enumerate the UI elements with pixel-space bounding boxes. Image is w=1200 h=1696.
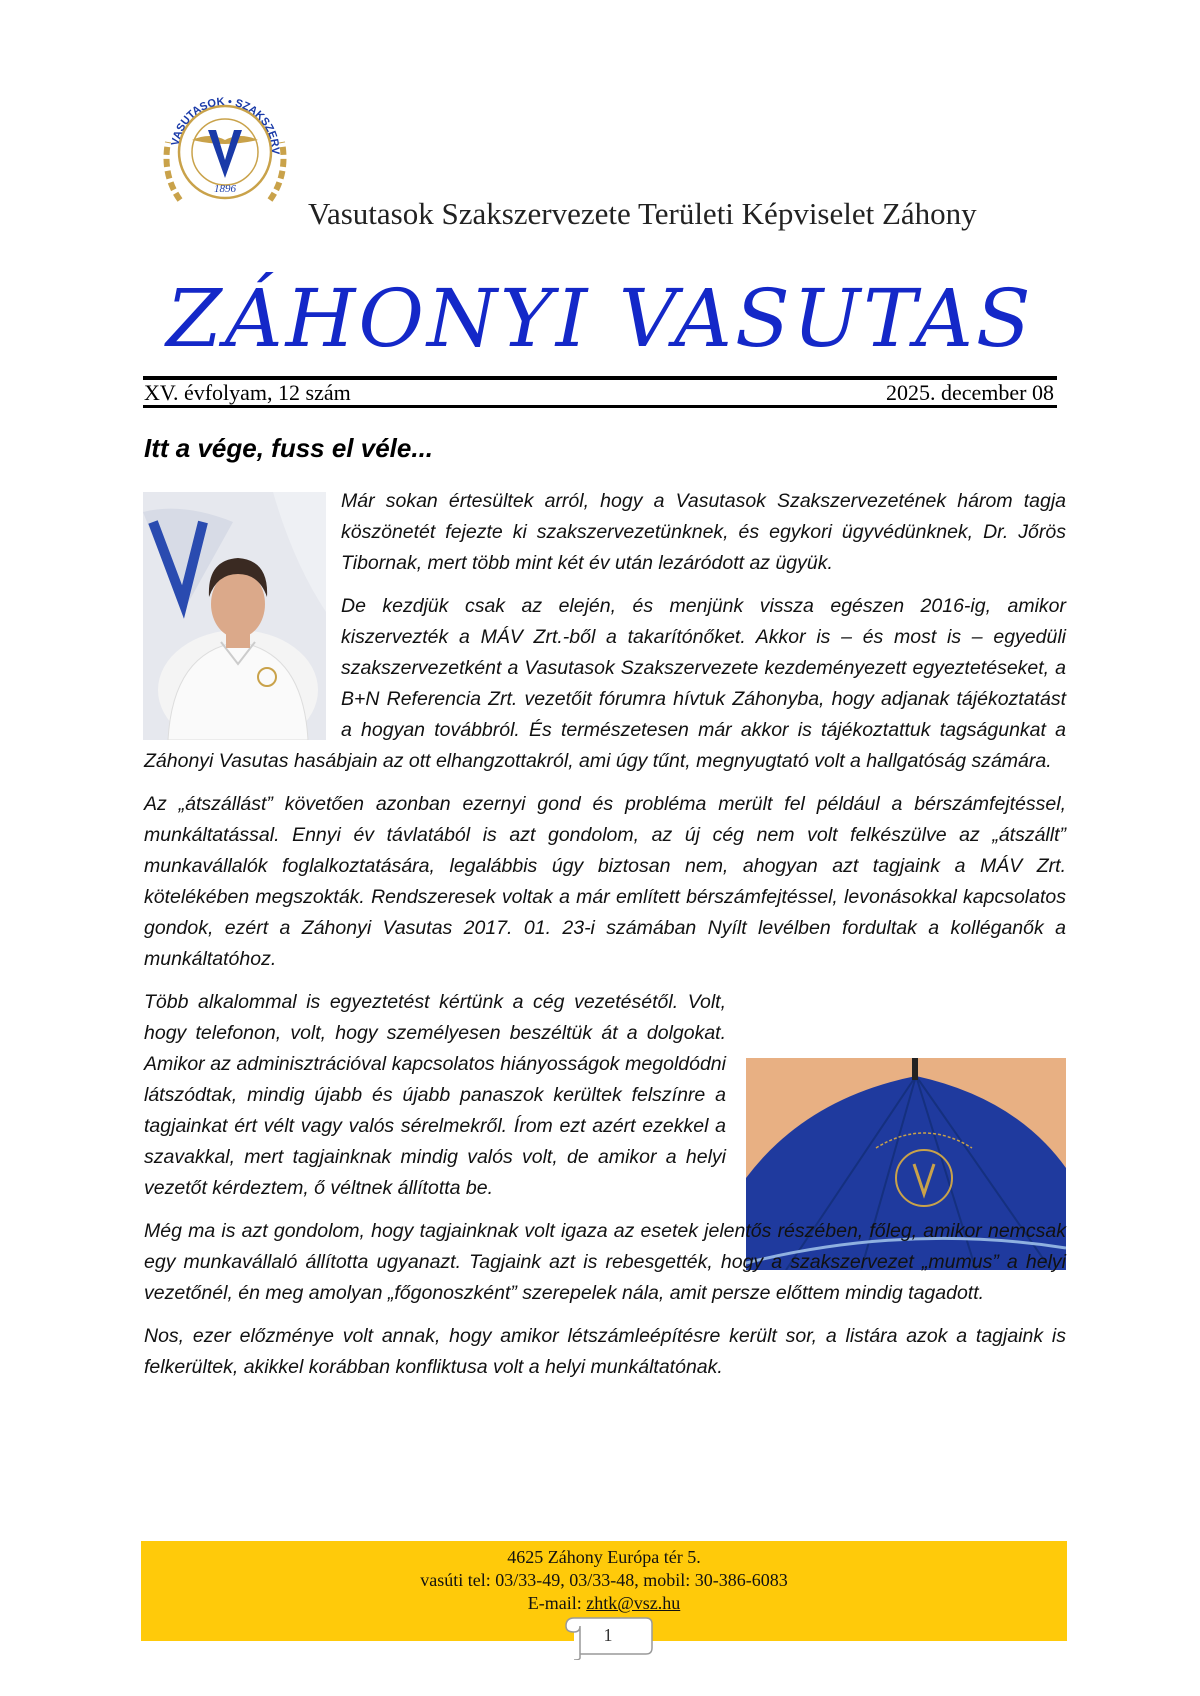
volume-issue: XV. évfolyam, 12 szám bbox=[144, 380, 351, 405]
union-emblem-icon bbox=[150, 80, 300, 230]
organization-name: Vasutasok Szakszervezete Területi Képviselet Záhony bbox=[308, 196, 977, 231]
article-paragraph-5: Még ma is azt gondolom, hogy tagjainknak volt igaza az esetek jelentős részében, főleg, amikor nemcsak egy munkavállaló állította ugyanazt. Tagjaink azt is rebesgették, hogy a szakszervezet „mumus” a helyi vezetőnél, én meg amolyan „főgonoszként” szerepelek nála, amit persze előttem mindig tagadott. bbox=[144, 1220, 1066, 1304]
issue-date: 2025. december 08 bbox=[886, 380, 1054, 405]
article-paragraph-1: Már sokan értesültek arról, hogy a Vasutasok Szakszervezetének három tagja köszönetét fejezte ki szakszervezetünknek, és egykori ügyvédünknek, Dr. Jőrös Tibornak, mert több mint két év után lezáródott az ügyük. bbox=[341, 490, 1066, 574]
page-number bbox=[560, 1612, 656, 1660]
masthead-rule-bottom bbox=[143, 405, 1057, 408]
umbrella-photo-spacer bbox=[726, 990, 1066, 1214]
article-paragraph-2: De kezdjük csak az elején, és menjünk vissza egészen 2016-ig, amikor kiszervezték a MÁV Zrt.-ből a takarítónőket. Akkor is – és most is – egyedüli szakszervezetként a Vasutasok Szakszervezete kezdeményezett egyeztetéseket, a B+N Referencia Zrt. vezetőit fórumra hívtuk Záhonyba, hogy adjanak tájékoztatást a hogyan továbbról. És természetesen már akkor is tájékoztattuk tagságunkat a Záhonyi Vasutas hasábjain az ott elhangzottakról, ami úgy tűnt, megnyugtató volt a hallgatóság számára. bbox=[144, 595, 1066, 772]
article-paragraph-6: Nos, ezer előzménye volt annak, hogy amikor létszámleépítésre került sor, a listára azok a tagjaink is felkerültek, akikkel korábban konfliktusa volt a helyi munkáltatónak. bbox=[144, 1325, 1066, 1378]
page-number-value: 1 bbox=[603, 1625, 613, 1645]
footer-email-label: E-mail: bbox=[527, 1593, 587, 1613]
footer-phones: vasúti tel: 03/33-49, 03/33-48, mobil: 30-386-6083 bbox=[420, 1570, 788, 1590]
logo-ring-text: VASUTASOK • SZAKSZERV bbox=[169, 95, 282, 155]
masthead-title: ZÁHONYI VASUTAS bbox=[166, 272, 1034, 365]
article-body bbox=[144, 486, 1066, 1395]
article-paragraph-3: Az „átszállást” követően azonban ezernyi gond és probléma merült fel például a bérszámfejtéssel, munkáltatással. Ennyi év távlatából is azt gondolom, az új cég nem volt felkészülve az „átszállt” munkavállalók foglalkoztatására, legalábbis úgy biztosan nem, ahogyan azt tagjaink a MÁV Zrt. kötelékében megszokták. Rendszeresek voltak a már említett bérszámfejtéssel, levonásokkal kapcsolatos gondok, ezért a Záhonyi Vasutas 2017. 01. 23-i számában Nyílt levélben fordultak a kolléganők a munkáltatóhoz. bbox=[144, 793, 1066, 970]
article-paragraph-4: Több alkalommal is egyeztetést kértünk a cég vezetésétől. Volt, hogy telefonon, volt, hogy személyesen beszéltük át a dolgokat. Amikor az adminisztrációval kapcsolatos hiányosságok megoldódni látszódtak, mindig újabb és újabb panaszok kerültek felszínre a tagjainkat ért vélt vagy valós sérelmekről. Írom ezt azért ezekkel a szavakkal, mert tagjainknak mindig valós volt, de amikor a helyi vezetőt kérdeztem, ő véltnek állította be. bbox=[144, 991, 726, 1199]
footer-email-link[interactable]: zhtk@vsz.hu bbox=[586, 1593, 681, 1613]
portrait-photo-spacer bbox=[144, 486, 341, 740]
logo-year: 1896 bbox=[214, 183, 236, 195]
issue-info-row bbox=[144, 380, 1054, 405]
article-title: Itt a vége, fuss el véle... bbox=[144, 433, 434, 463]
footer-address: 4625 Záhony Európa tér 5. bbox=[507, 1547, 701, 1567]
